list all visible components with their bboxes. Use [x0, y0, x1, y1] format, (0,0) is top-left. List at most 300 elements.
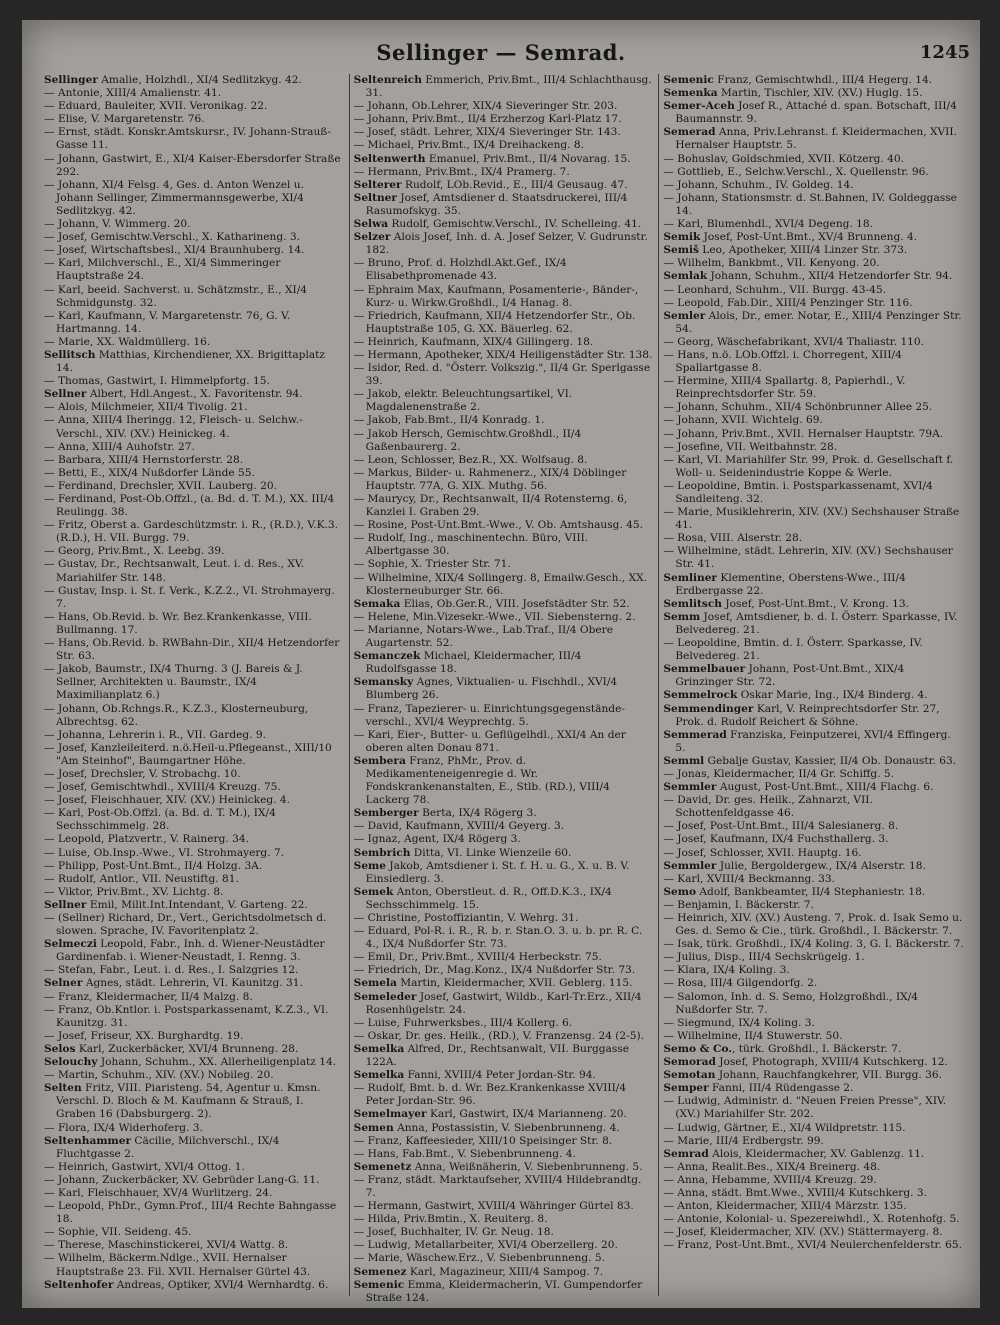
- directory-entry: [663, 794, 964, 820]
- column-3: [659, 74, 968, 1296]
- directory-entry: [354, 1082, 655, 1108]
- directory-entry: [663, 637, 964, 663]
- entry-surname: Seme: [353, 859, 387, 872]
- directory-entry: [354, 1017, 655, 1030]
- directory-entry: [354, 428, 655, 454]
- page-header: [22, 40, 980, 74]
- directory-entry: [354, 1174, 655, 1200]
- directory-entry: [663, 1030, 964, 1043]
- entry-text: Fritz, VIII. Piaristeng. 54, Agentur u. Kmsn. Verschl. D. Bloch & M. Kaufmann & Strauß, I. Graben 16 (Dabsburgerg. 2).: [56, 1082, 321, 1121]
- directory-entry: [663, 703, 964, 729]
- entry-text: — Johann, Schuhm., XII/4 Schönbrunner Allee 25.: [663, 401, 933, 414]
- entry-text: Emmerich, Priv.Bmt., III/4 Schlachthausg. 31.: [365, 74, 652, 100]
- entry-text: — David, Dr. ges. Heilk., Zahnarzt, VII. Schottenfeldgasse 46.: [663, 794, 873, 820]
- directory-entry: [663, 1187, 964, 1200]
- directory-entry: [44, 414, 345, 440]
- entry-text: Gebalje Gustav, Kassier, II/4 Ob. Donaustr. 63.: [704, 754, 957, 767]
- entry-surname: Semotan: [663, 1069, 716, 1082]
- entry-text: — Josef, Buchhalter, IV. Gr. Neug. 18.: [353, 1226, 554, 1239]
- directory-columns: [40, 74, 968, 1304]
- entry-text: — Anna, XIII/4 Auhofstr. 27.: [44, 440, 195, 453]
- entry-text: — Luise, Ob.Insp.-Wwe., VI. Strohmayerg. 7.: [44, 846, 285, 859]
- entry-text: Cäcilie, Milchverschl., IX/4 Fluchtgasse 2.: [56, 1134, 280, 1160]
- entry-text: — Ignaz, Agent, IX/4 Rögerg 3.: [353, 833, 521, 846]
- page-number: 1245: [919, 42, 970, 63]
- directory-entry: [44, 231, 345, 244]
- entry-text: — Isak, türk. Großhdl., IX/4 Koling. 3, G. I. Bäckerstr. 7.: [663, 938, 964, 951]
- directory-entry: [663, 506, 964, 532]
- entry-text: — Friedrich, Kaufmann, XII/4 Hetzendorfer Str., Ob. Hauptstraße 105, G. XX. Bäuerleg. 62.: [353, 309, 636, 335]
- entry-text: — Johann, Priv.Bmt., II/4 Erzherzog Karl-Platz 17.: [353, 113, 622, 126]
- entry-text: — Kari, Eier-, Butter- u. Geflügelhdl., XXI/4 An der oberen alten Donau 871.: [353, 728, 626, 754]
- directory-entry: [44, 1056, 345, 1069]
- entry-text: — Karl, Fleischhauer, XV/4 Wurlitzerg. 24.: [44, 1186, 273, 1199]
- entry-text: — Wilhelmine, II/4 Stuwerstr. 50.: [663, 1029, 843, 1042]
- directory-entry: [663, 572, 964, 598]
- entry-text: — Johann, Gastwirt, E., XI/4 Kaiser-Ebersdorfer Straße 292.: [44, 152, 341, 178]
- directory-entry: [354, 310, 655, 336]
- directory-entry: [663, 860, 964, 873]
- directory-entry: [354, 1135, 655, 1148]
- entry-text: Emil, Milit.Int.Intendant, V. Garteng. 22.: [86, 898, 308, 911]
- directory-entry: [44, 873, 345, 886]
- entry-surname: Semlitsch: [663, 597, 723, 610]
- directory-entry: [663, 100, 964, 126]
- directory-entry: [663, 545, 964, 571]
- directory-entry: [44, 1004, 345, 1030]
- entry-text: — Ludwig, Administr. d. "Neuen Freien Presse", XIV. (XV.) Mariahilfer Str. 202.: [663, 1095, 947, 1121]
- entry-text: — Karl, VI. Mariahilfer Str. 99, Prok. d. Gesellschaft f. Woll- u. Seidenindustrie Koppe & Werle.: [663, 453, 954, 479]
- entry-surname: Sellitsch: [44, 348, 96, 361]
- entry-text: Rudolf, LOb.Revid., E., III/4 Geusaug. 47.: [401, 178, 628, 191]
- directory-entry: [663, 336, 964, 349]
- directory-entry: [354, 1161, 655, 1174]
- entry-text: — Hans, Ob.Revid. b. Wr. Bez.Krankenkasse, VIII. Bullmanng. 17.: [44, 610, 312, 636]
- directory-entry: [44, 179, 345, 218]
- entry-text: Anna, Weißnäherin, V. Siebenbrunneng. 5.: [411, 1160, 643, 1173]
- entry-text: — Johann, V. Wimmerg. 20.: [44, 218, 191, 231]
- entry-surname: Semmerad: [663, 728, 727, 741]
- directory-entry: [663, 663, 964, 689]
- entry-text: Karl, Zuckerbäcker, XVI/4 Brunneng. 28.: [75, 1042, 299, 1055]
- entry-text: Julie, Bergoldergew., IX/4 Alserstr. 18.: [716, 859, 926, 872]
- entry-text: — Julius, Disp., III/4 Sechskrügelg. 1.: [663, 951, 865, 964]
- entry-text: Rudolf, Gemischtw.Verschl., IV. Schelleing. 41.: [388, 218, 642, 231]
- entry-text: Johann, Schuhm., XX. Allerheiligenplatz 14.: [97, 1056, 337, 1069]
- directory-entry: [44, 781, 345, 794]
- entry-text: — Karl, Kaufmann, V. Margaretenstr. 76, G. V. Hartmanng. 14.: [44, 309, 291, 335]
- entry-text: — Johann, Stationsmstr. d. St.Bahnen, IV. Goldeggasse 14.: [663, 191, 957, 217]
- directory-entry: [44, 336, 345, 349]
- entry-text: — Josef, Friseur, XX. Burghardtg. 19.: [44, 1029, 244, 1042]
- directory-entry: [44, 493, 345, 519]
- entry-text: — Anton, Kleidermacher, XIII/4 Märzstr. 135.: [663, 1200, 907, 1213]
- directory-entry: [663, 1161, 964, 1174]
- entry-text: Amalie, Holzhdl., XI/4 Sedlitzkyg. 42.: [97, 74, 302, 86]
- entry-text: Berta, IX/4 Rögerg 3.: [418, 807, 537, 820]
- entry-surname: Semelmayer: [353, 1108, 427, 1121]
- directory-entry: [44, 257, 345, 283]
- entry-text: — Heinrich, Kaufmann, XIX/4 Gillingerg. 18.: [353, 335, 594, 348]
- directory-entry: [354, 558, 655, 571]
- directory-entry: [354, 912, 655, 925]
- directory-entry: [354, 1226, 655, 1239]
- directory-entry: [44, 388, 345, 401]
- directory-entry: [663, 1135, 964, 1148]
- entry-text: Oskar Marie, Ing., IX/4 Binderg. 4.: [737, 689, 928, 702]
- entry-text: — Antonie, Kolonial- u. Spezereiwhdl., X. Rotenhofg. 5.: [663, 1213, 960, 1226]
- directory-entry: [44, 938, 345, 964]
- entry-text: — Josef, Kleidermacher, XIV. (XV.) Stättermayerg. 8.: [663, 1226, 943, 1239]
- entry-text: — Isidor, Red. d. "Österr. Volkszig.", II/4 Gr. Sperlgasse 39.: [353, 362, 651, 388]
- directory-entry: [44, 703, 345, 729]
- entry-text: — David, Kaufmann, XVIII/4 Geyerg. 3.: [353, 820, 565, 833]
- directory-entry: [663, 218, 964, 231]
- entry-text: Franz, Gemischtwhdl., III/4 Hegerg. 14.: [713, 74, 933, 86]
- entry-text: Johann, Schuhm., XII/4 Hetzendorfer Str. 94.: [707, 270, 953, 283]
- directory-entry: [44, 807, 345, 833]
- directory-entry: [354, 336, 655, 349]
- entry-text: Karl, V. Reinprechtsdorfer Str. 27, Prok. d. Rudolf Reichert & Söhne.: [675, 702, 940, 728]
- entry-text: — Jakob, Baumstr., IX/4 Thurng. 3 (J. Bareis & J. Sellner, Architekten u. Baumstr., IX/4 Maximilianplatz 6.): [44, 663, 303, 702]
- entry-text: — Gustav, Insp. i. St. f. Verk., K.Z.2., VI. Strohmayerg. 7.: [44, 584, 335, 610]
- directory-entry: [354, 166, 655, 179]
- directory-entry: [44, 1252, 345, 1278]
- entry-surname: Semiš: [663, 244, 699, 257]
- directory-entry: [44, 768, 345, 781]
- entry-text: — Jakob Hersch, Gemischtw.Großhdl., II/4 Gaßenbaurerg. 2.: [353, 427, 582, 453]
- entry-surname: Seltenreich: [353, 74, 422, 86]
- directory-entry: [354, 100, 655, 113]
- directory-entry: [663, 375, 964, 401]
- directory-entry: [663, 899, 964, 912]
- entry-text: — Johanna, Lehrerin i. R., VII. Gardeg. 9.: [44, 728, 266, 741]
- directory-entry: [354, 1122, 655, 1135]
- directory-entry: [663, 1056, 964, 1069]
- directory-entry: [663, 270, 964, 283]
- directory-entry: [44, 729, 345, 742]
- directory-entry: [663, 231, 964, 244]
- entry-text: — Bohuslav, Goldschmied, XVII. Kötzerg. 40.: [663, 152, 904, 165]
- directory-entry: [354, 886, 655, 912]
- entry-surname: Semml: [663, 754, 705, 767]
- directory-entry: [663, 781, 964, 794]
- entry-surname: Sellner: [44, 898, 87, 911]
- directory-page: [22, 20, 980, 1308]
- entry-text: Franziska, Feinputzerei, XVI/4 Effingerg. 5.: [675, 728, 951, 754]
- entry-text: — Hermann, Apotheker, XIX/4 Heiligenstädter Str. 138.: [353, 348, 653, 361]
- entry-surname: Semenic: [353, 1278, 405, 1291]
- entry-text: — Karl, Blumenhdl., XVI/4 Degeng. 18.: [663, 218, 874, 231]
- directory-entry: [44, 847, 345, 860]
- directory-entry: [354, 192, 655, 218]
- directory-entry: [663, 1095, 964, 1121]
- entry-text: — Klara, IX/4 Koling. 3.: [663, 964, 790, 977]
- entry-text: Martin, Tischler, XIV. (XV.) Huglg. 15.: [717, 87, 923, 100]
- entry-text: — Fritz, Oberst a. Gardeschützmstr. i. R., (R.D.), V.K.3. (R.D.), H. VII. Burgg. 79.: [44, 519, 338, 545]
- directory-entry: [44, 454, 345, 467]
- directory-entry: [354, 388, 655, 414]
- entry-text: — Georg, Wäschefabrikant, XVI/4 Thaliastr. 110.: [663, 335, 925, 348]
- directory-entry: [44, 284, 345, 310]
- directory-entry: [44, 912, 345, 938]
- entry-surname: Semaka: [353, 597, 401, 610]
- directory-entry: [44, 558, 345, 584]
- entry-surname: Semelka: [353, 1069, 405, 1082]
- entry-text: — Emil, Dr., Priv.Bmt., XVIII/4 Herbeckstr. 75.: [353, 951, 602, 964]
- entry-surname: Selwa: [353, 218, 389, 231]
- entry-text: — Eduard, Bauleiter, XVII. Veronikag. 22.: [44, 100, 268, 113]
- entry-text: — Markus, Bilder- u. Rahmenerz., XIX/4 Döblinger Hauptstr. 77A, G. XIX. Muthg. 56.: [353, 466, 627, 492]
- directory-entry: [44, 886, 345, 899]
- directory-entry: [44, 977, 345, 990]
- directory-entry: [354, 729, 655, 755]
- directory-entry: [44, 100, 345, 113]
- entry-surname: Semenic: [663, 74, 714, 86]
- entry-text: Josef, Post-Unt.Bmt., V. Krong. 13.: [722, 597, 909, 610]
- entry-text: Jakob, Amtsdiener i. St. f. H. u. G., X. u. B. V. Einsiedlerg. 3.: [365, 859, 630, 885]
- entry-text: — Johann, Ob.Rchngs.R., K.Z.3., Klosterneuburg, Albrechtsg. 62.: [44, 702, 309, 728]
- entry-text: — Ernst, städt. Konskr.Amtskursr., IV. Johann-Strauß-Gasse 11.: [44, 126, 331, 152]
- directory-entry: [354, 1148, 655, 1161]
- directory-entry: [663, 991, 964, 1017]
- entry-text: Ditta, VI. Linke Wienzeile 60.: [410, 846, 572, 859]
- directory-entry: [663, 1069, 964, 1082]
- directory-entry: [663, 532, 964, 545]
- directory-entry: [354, 532, 655, 558]
- directory-entry: [44, 375, 345, 388]
- entry-text: — Josef, Wirtschaftsbesl., XI/4 Braunhuberg. 14.: [44, 244, 305, 257]
- directory-entry: [44, 964, 345, 977]
- entry-text: Josef, Amtsdiener, b. d. I. Österr. Sparkasse, IV. Belvedereg. 21.: [675, 610, 958, 636]
- directory-entry: [663, 729, 964, 755]
- directory-entry: [354, 139, 655, 152]
- directory-entry: [354, 179, 655, 192]
- entry-text: — Stefan, Fabr., Leut. i. d. Res., I. Salzgries 12.: [44, 964, 299, 977]
- entry-text: — Benjamin, I. Bäckerstr. 7.: [663, 898, 814, 911]
- directory-entry: [354, 991, 655, 1017]
- entry-surname: Semmler: [663, 859, 717, 872]
- entry-text: — Josef, Gemischtw.Verschl., X. Katharineng. 3.: [44, 231, 300, 244]
- directory-entry: [354, 703, 655, 729]
- entry-text: — Franz, Tapezierer- u. Einrichtungsgegenstände-verschl., XVI/4 Weyprechtg. 5.: [353, 702, 625, 728]
- directory-entry: [354, 676, 655, 702]
- entry-text: — Franz, Kleidermacher, II/4 Malzg. 8.: [44, 990, 253, 1003]
- entry-text: Karl, Magazineur, XIII/4 Sampog. 7.: [406, 1265, 604, 1278]
- entry-text: — Salomon, Inh. d. S. Semo, Holzgroßhdl., IX/4 Nußdorfer Str. 7.: [663, 990, 919, 1016]
- directory-entry: [44, 1200, 345, 1226]
- entry-text: — Ludwig, Metallarbeiter, XVI/4 Oberzellerg. 20.: [353, 1239, 618, 1252]
- directory-entry: [663, 1174, 964, 1187]
- directory-entry: [663, 1213, 964, 1226]
- entry-surname: Semanczek: [353, 650, 421, 663]
- entry-text: Alois, Dr., emer. Notar, E., XIII/4 Penzinger Str. 54.: [675, 309, 962, 335]
- entry-text: — Johann, Priv.Bmt., XVII. Hernalser Hauptstr. 79A.: [663, 427, 944, 440]
- entry-text: — Jakob, Fab.Bmt., II/4 Konradg. 1.: [353, 414, 545, 427]
- directory-entry: [354, 349, 655, 362]
- entry-text: — Heinrich, XIV. (XV.) Austeng. 7, Prok. d. Isak Semo u. Ges. d. Semo & Cie., türk. Großhdl., I. Bäckerstr. 7.: [663, 912, 963, 938]
- entry-text: — Johann, Schuhm., IV. Goldeg. 14.: [663, 178, 854, 191]
- directory-entry: [354, 113, 655, 126]
- entry-text: — Josef, städt. Lehrer, XIX/4 Sieveringer Str. 143.: [353, 126, 621, 139]
- entry-surname: Selmeczi: [44, 938, 97, 951]
- entry-text: August, Post-Unt.Bmt., XIII/4 Flachg. 6.: [716, 781, 934, 794]
- entry-surname: Selos: [44, 1042, 76, 1055]
- entry-surname: Seltenhammer: [44, 1134, 132, 1147]
- entry-text: — Josef, Drechsler, V. Strobachg. 10.: [44, 767, 241, 780]
- directory-entry: [663, 847, 964, 860]
- entry-surname: Semenez: [353, 1265, 407, 1278]
- entry-text: — Heinrich, Gastwirt, XVI/4 Ottog. 1.: [44, 1160, 245, 1173]
- directory-entry: [354, 624, 655, 650]
- directory-entry: [44, 1161, 345, 1174]
- directory-entry: [44, 585, 345, 611]
- directory-entry: [354, 153, 655, 166]
- entry-surname: Semberger: [353, 807, 419, 820]
- directory-entry: [354, 1200, 655, 1213]
- entry-text: Adolf, Bankbeamter, II/4 Stephaniestr. 18.: [696, 885, 926, 898]
- directory-entry: [663, 153, 964, 166]
- directory-entry: [354, 74, 655, 100]
- entry-text: Anna, Priv.Lehranst. f. Kleidermachen, XVII. Hernalser Hauptstr. 5.: [675, 126, 957, 152]
- entry-text: — Sophie, VII. Seideng. 45.: [44, 1226, 192, 1239]
- entry-text: — Sophie, X. Triester Str. 71.: [353, 558, 511, 571]
- entry-text: — Leon, Schlosser, Bez.R., XX. Wolfsaug. 8.: [353, 453, 588, 466]
- directory-entry: [44, 1069, 345, 1082]
- directory-entry: [44, 519, 345, 545]
- entry-surname: Sellinger: [44, 74, 98, 86]
- entry-text: — Ferdinand, Drechsler, XVII. Lauberg. 20.: [44, 479, 277, 492]
- directory-entry: [44, 1174, 345, 1187]
- directory-entry: [663, 454, 964, 480]
- directory-entry: [44, 663, 345, 702]
- entry-surname: Semler: [663, 309, 706, 322]
- entry-surname: Semrad: [663, 1147, 709, 1160]
- entry-text: — Jonas, Kleidermacher, II/4 Gr. Schiffg. 5.: [663, 767, 895, 780]
- entry-text: — Hermine, XIII/4 Spallartg. 8, Papierhdl., V. Reinprechtsdorfer Str. 59.: [663, 375, 906, 401]
- entry-surname: Sellner: [44, 388, 87, 401]
- directory-entry: [44, 218, 345, 231]
- directory-entry: [44, 349, 345, 375]
- entry-text: — Leopold, PhDr., Gymn.Prof., III/4 Rechte Bahngasse 18.: [44, 1200, 337, 1226]
- entry-text: Michael, Kleidermacher, III/4 Rudolfsgasse 18.: [365, 650, 582, 676]
- directory-entry: [663, 755, 964, 768]
- entry-text: Josef, Post-Unt.Bmt., XV/4 Brunneng. 4.: [700, 231, 918, 244]
- entry-text: — Franz, städt. Marktaufseher, XVIII/4 Hildebrandtg. 7.: [353, 1173, 642, 1199]
- entry-text: Josef, Photograph, XVIII/4 Kutschkerg. 12.: [715, 1056, 948, 1069]
- entry-text: — Karl, XVIII/4 Beckmanng. 33.: [663, 872, 835, 885]
- directory-entry: [354, 611, 655, 624]
- directory-entry: [663, 179, 964, 192]
- entry-text: — Thomas, Gastwirt, I. Himmelpfortg. 15.: [44, 375, 270, 388]
- entry-text: — Hermann, Priv.Bmt., IX/4 Pramerg. 7.: [353, 165, 570, 178]
- entry-surname: Semenka: [663, 87, 718, 100]
- entry-text: Martin, Kleidermacher, XVII. Geblerg. 115.: [396, 977, 633, 990]
- directory-entry: [44, 742, 345, 768]
- directory-entry: [663, 257, 964, 270]
- entry-text: — Ludwig, Gärtner, E., XI/4 Wildpretstr. 115.: [663, 1121, 906, 1134]
- directory-entry: [44, 545, 345, 558]
- entry-text: — Leopoldine, Bmtin. i. Postsparkassenamt, XVI/4 Sandleiteng. 32.: [663, 479, 933, 505]
- entry-surname: Semlak: [663, 270, 708, 283]
- entry-text: Josef, Gastwirt, Wildb., Karl-Tr.Erz., XII/4 Rosenhügelstr. 24.: [365, 990, 642, 1016]
- entry-surname: Semek: [353, 885, 394, 898]
- directory-entry: [354, 755, 655, 807]
- directory-entry: [663, 166, 964, 179]
- directory-entry: [354, 231, 655, 257]
- directory-entry: [44, 310, 345, 336]
- entry-text: — Johann, XI/4 Felsg. 4, Ges. d. Anton Wenzel u. Johann Sellinger, Zimmermannsgewerbe, XI/4 Sedlitzkyg. 42.: [44, 178, 304, 217]
- entry-text: Andreas, Optiker, XVI/4 Wernhardtg. 6.: [113, 1278, 329, 1291]
- entry-text: Alois Josef, Inh. d. A. Josef Selzer, V. Gudrunstr. 182.: [365, 231, 648, 257]
- running-head: Sellinger — Semrad.: [376, 40, 626, 65]
- directory-entry: [663, 244, 964, 257]
- directory-entry: [44, 401, 345, 414]
- directory-entry: [663, 480, 964, 506]
- directory-entry: [44, 833, 345, 846]
- directory-entry: [663, 938, 964, 951]
- entry-text: — Wilhelm, Bankbmt., VII. Kenyong. 20.: [663, 257, 880, 270]
- entry-text: — Karl, Milchverschl., E., XI/4 Simmeringer Hauptstraße 24.: [44, 257, 281, 283]
- entry-text: — Luise, Fuhrwerksbes., III/4 Kollerg. 6.: [353, 1016, 573, 1029]
- entry-text: — Leonhard, Schuhm., VII. Burgg. 43-45.: [663, 283, 886, 296]
- entry-text: — Betti, E., XIX/4 Nußdorfer Lände 55.: [44, 466, 255, 479]
- directory-entry: [663, 310, 964, 336]
- entry-surname: Sembera: [353, 754, 406, 767]
- directory-entry: [354, 493, 655, 519]
- directory-entry: [354, 1279, 655, 1305]
- entry-text: — Philipp, Post-Unt.Bmt., II/4 Holzg. 3A.: [44, 859, 263, 872]
- directory-entry: [663, 820, 964, 833]
- entry-text: Johann, Post-Unt.Bmt., XIX/4 Grinzinger Str. 72.: [675, 663, 905, 689]
- entry-surname: Semmelbauer: [663, 663, 746, 676]
- entry-surname: Semelka: [353, 1042, 405, 1055]
- directory-entry: [44, 611, 345, 637]
- entry-surname: Semik: [663, 231, 701, 244]
- entry-text: — Christine, Postoffiziantin, V. Wehrg. 31.: [353, 912, 579, 924]
- entry-text: — Flora, IX/4 Widerhoferg. 3.: [44, 1121, 203, 1134]
- entry-text: — Rudolf, Antlor., VII. Neustiftg. 81.: [44, 872, 239, 885]
- entry-text: — Anna, XIII/4 Iheringg. 12, Fleisch- u. Selchw.-Verschl., XIV. (XV.) Heinickeg. 4.: [44, 414, 303, 440]
- directory-entry: [44, 1187, 345, 1200]
- entry-text: Leopold, Fabr., Inh. d. Wiener-Neustädter Gardinenfab. i. Wiener-Neustadt, I. Renng. 3.: [56, 938, 325, 964]
- entry-text: — Josefine, VII. Weitbahnstr. 28.: [663, 440, 838, 453]
- entry-surname: Semo & Co.: [663, 1042, 732, 1055]
- entry-text: Agnes, städt. Lehrerin, VI. Kaunitzg. 31.: [82, 977, 303, 990]
- directory-entry: [663, 886, 964, 899]
- entry-text: Fanni, XVIII/4 Peter Jordan-Str. 94.: [404, 1069, 596, 1082]
- directory-entry: [354, 833, 655, 846]
- entry-text: Emma, Kleidermacherin, VI. Gumpendorfer Straße 124.: [365, 1278, 643, 1304]
- entry-text: Leo, Apotheker, XIII/4 Linzer Str. 373.: [698, 244, 908, 257]
- directory-entry: [663, 1239, 964, 1252]
- entry-text: — Josef, Kanzleileiterd. n.ö.Heil-u.Pflegeanst., XIII/10 "Am Steinhof", Baumgartner Höhe.: [44, 741, 332, 767]
- entry-surname: Semerad: [663, 126, 716, 139]
- directory-entry: [354, 650, 655, 676]
- entry-text: — Oskar, Dr. ges. Heilk., (RD.), V. Franzensg. 24 (2-5).: [353, 1029, 644, 1042]
- directory-entry: [663, 74, 964, 87]
- entry-text: Emanuel, Priv.Bmt., II/4 Novarag. 15.: [425, 152, 631, 165]
- directory-entry: [354, 1069, 655, 1082]
- directory-entry: [354, 454, 655, 467]
- entry-surname: Seltenwerth: [353, 152, 426, 165]
- entry-text: — Elise, V. Margaretenstr. 76.: [44, 113, 205, 126]
- directory-entry: [663, 977, 964, 990]
- entry-text: — Gustav, Dr., Rechtsanwalt, Leut. i. d. Res., XV. Mariahilfer Str. 148.: [44, 558, 305, 584]
- directory-entry: [663, 126, 964, 152]
- directory-entry: [663, 441, 964, 454]
- entry-text: — (Sellner) Richard, Dr., Vert., Gerichtsdolmetsch d. slowen. Sprache, IV. Favoritenplatz 2.: [44, 912, 327, 938]
